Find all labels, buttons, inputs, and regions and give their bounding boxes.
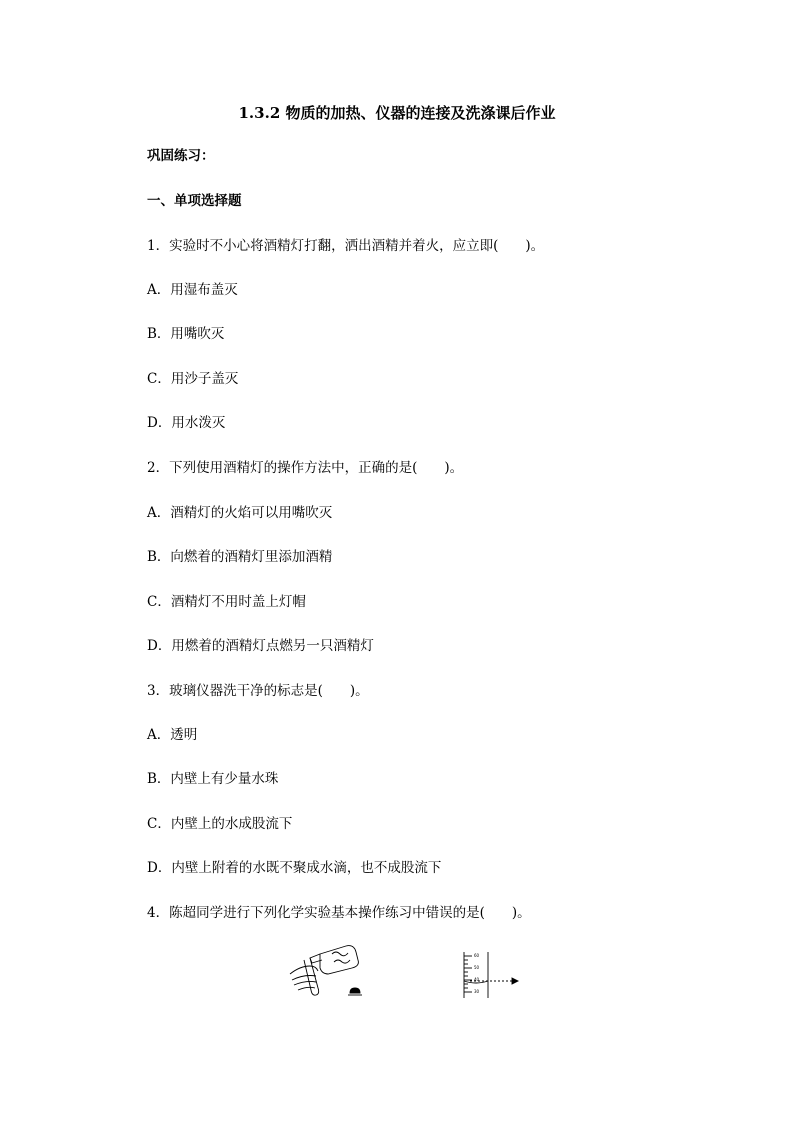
question-1-stem: 1．实验时不小心将酒精灯打翻，洒出酒精并着火，应立即( )。 bbox=[147, 238, 545, 254]
question-1-option-d: D．用水泼灭 bbox=[147, 415, 226, 431]
question-1-option-c: C．用沙子盖灭 bbox=[147, 371, 239, 387]
question-2-option-d: D．用燃着的酒精灯点燃另一只酒精灯 bbox=[147, 638, 374, 654]
question-2-option-a: A．酒精灯的火焰可以用嘴吹灭 bbox=[147, 505, 333, 521]
question-1-option-a: A．用湿布盖灭 bbox=[147, 282, 238, 298]
section-label: 巩固练习： bbox=[147, 148, 215, 164]
question-3-option-c: C．内壁上的水成股流下 bbox=[147, 816, 293, 832]
test-tube-pouring-figure bbox=[290, 946, 362, 996]
question-1-option-b: B．用嘴吹灭 bbox=[147, 326, 225, 342]
cylinder-tick-label: 50 bbox=[474, 965, 480, 970]
question-3-option-b: B．内壁上有少量水珠 bbox=[147, 771, 279, 787]
question-2-option-c: C．酒精灯不用时盖上灯帽 bbox=[147, 594, 306, 610]
part-label: 一、单项选择题 bbox=[147, 193, 242, 209]
question-3-stem: 3．玻璃仪器洗干净的标志是( )。 bbox=[147, 683, 369, 699]
cylinder-tick-label: 30 bbox=[474, 989, 480, 994]
question-4-stem: 4．陈超同学进行下列化学实验基本操作练习中错误的是( )。 bbox=[147, 905, 531, 921]
page-title: 1.3.2 物质的加热、仪器的连接及洗涤课后作业 bbox=[238, 104, 556, 122]
question-4-figures bbox=[280, 938, 540, 1008]
question-2-option-b: B．向燃着的酒精灯里添加酒精 bbox=[147, 549, 333, 565]
cylinder-tick-label: 40 bbox=[474, 977, 480, 982]
graduated-cylinder-figure bbox=[464, 952, 518, 998]
question-3-option-d: D．内壁上附着的水既不聚成水滴，也不成股流下 bbox=[147, 860, 442, 876]
cylinder-tick-labels bbox=[474, 953, 480, 994]
cylinder-tick-label: 60 bbox=[474, 953, 480, 958]
question-3-option-a: A．透明 bbox=[147, 727, 198, 743]
question-2-stem: 2．下列使用酒精灯的操作方法中，正确的是( )。 bbox=[147, 460, 464, 476]
